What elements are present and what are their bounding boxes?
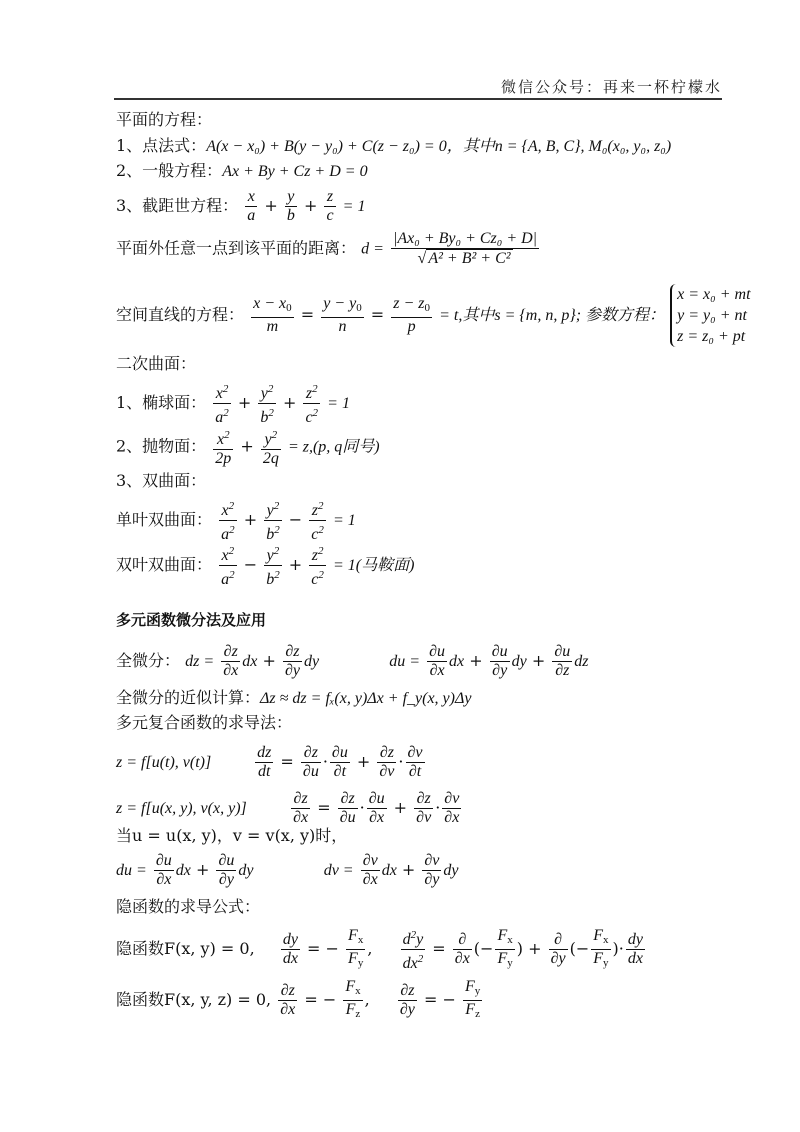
two-sheet-hyperboloid: 双叶双曲面： $\frac{x^2}{a^2}$ − $\frac{y^2}{b^2}$ + $\frac{z^2}{c^2}$ = 1(马鞍面) [116,542,414,589]
chain-rule-two: z = f[u(x, y), v(x, y)] $\frac{\partial z}{\partial x}$ = $\frac{\partial z}{\partial u}$ · $\frac{\partial u}{\partial x}$ + $\frac{\partial z}{\partial v}$ · $\frac{\partial v}{\partial x}$ [116,790,460,826]
paraboloid: 2、抛物面： $\frac{x^2}{2p}$ + $\frac{y^2}{2q}$ = z,(p, q同号) [116,426,380,468]
chain-rule-one: z = f[u(t), v(t)] $\frac{dz}{dt}$ = $\frac{\partial z}{\partial u}$ · $\frac{\partial u}{\partial t}$ + $\frac{\partial z}{\partial v}$ · $\frac{\partial v}{\partial t}$ [116,744,423,780]
hyperboloid-title: 3、双曲面： [116,471,207,490]
section-heading: 多元函数微分法及应用 [116,611,267,629]
parametric-system: x = x₀ + mt y = y₀ + nt z = z₀ + pt [670,284,750,347]
approximate-calculation: 全微分的近似计算：Δz ≈ dz = fₓ(x, y)Δx + f_y(x, y)Δy [116,688,472,707]
condition-text: 当u = u(x, y)，v = v(x, y)时， [116,826,348,845]
space-line-equation: 空间直线的方程： $\frac{x - x_0}{m}$ = $\frac{y - y_0}{n}$ = $\frac{z - z_0}{p}$ = t,其中s = {m, n, p}; 参数方程： x = x₀ + mt y = y₀ + nt z = z₀ + pt [116,286,751,345]
plane-title: 平面的方程： [116,110,213,129]
ellipsoid: 1、椭球面： $\frac{x^2}{a^2}$ + $\frac{y^2}{b^2}$ + $\frac{z^2}{c^2}$ = 1 [116,380,350,427]
chain-rule-title: 多元复合函数的求导法： [116,713,293,732]
intercept-form: 3、截距世方程： $\frac{x}{a}$ + $\frac{y}{b}$ + $\frac{z}{c}$ = 1 [116,188,366,224]
one-sheet-hyperboloid: 单叶双曲面： $\frac{x^2}{a^2}$ + $\frac{y^2}{b^2}$ − $\frac{z^2}{c^2}$ = 1 [116,497,356,544]
implicit-two-var: 隐函数F(x, y) = 0, $\frac{dy}{dx}$ = − $\frac{F_x}{F_y}$ , $\frac{d^2y}{dx^2}$ = ∂ ∂x (− $\frac{F_x}{F_y}$ ) + ∂ ∂y (− $\frac{F_x}{F_y}$ )· $\frac{dy}{dx}$ [116,927,643,972]
page-header [114,58,722,100]
header-text: 微信公众号：再来一杯柠檬水 [500,78,722,96]
point-normal-form: 1、点法式：A(x − x₀) + B(y − y₀) + C(z − z₀) = 0，其中n = {A, B, C}, M₀(x₀, y₀, z₀) [116,136,672,155]
general-form: 2、一般方程：Ax + By + Cz + D = 0 [116,161,368,180]
implicit-three-var: 隐函数F(x, y, z) = 0, $\frac{\partial z}{\partial x}$ = − $\frac{F_x}{F_z}$ , $\frac{\partial z}{\partial y}$ = − $\frac{F_y}{F_z}$ [116,978,481,1020]
quadric-title: 二次曲面： [116,354,197,373]
point-plane-distance: 平面外任意一点到该平面的距离： d = $\frac{\text{|Ax₀ + By₀ + Cz₀ + D|}}{\text{√ A² + B² + C²}}$ [116,230,538,267]
du-dv-differentials: du = $\frac{\partial u}{\partial x}$ dx + $\frac{\partial u}{\partial y}$ dy dv = $\frac{\partial v}{\partial x}$ dx + $\frac{\partial v}{\partial y}$ dy [116,852,459,888]
total-differential: 全微分： dz = $\frac{\partial z}{\partial x}$ dx + $\frac{\partial z}{\partial y}$ dy du = $\frac{\partial u}{\partial x}$ dx + $\frac{\partial u}{\partial y}$ dy + $\frac{\partial u}{\partial z}$ dz [116,643,589,679]
implicit-title: 隐函数的求导公式： [116,897,261,916]
